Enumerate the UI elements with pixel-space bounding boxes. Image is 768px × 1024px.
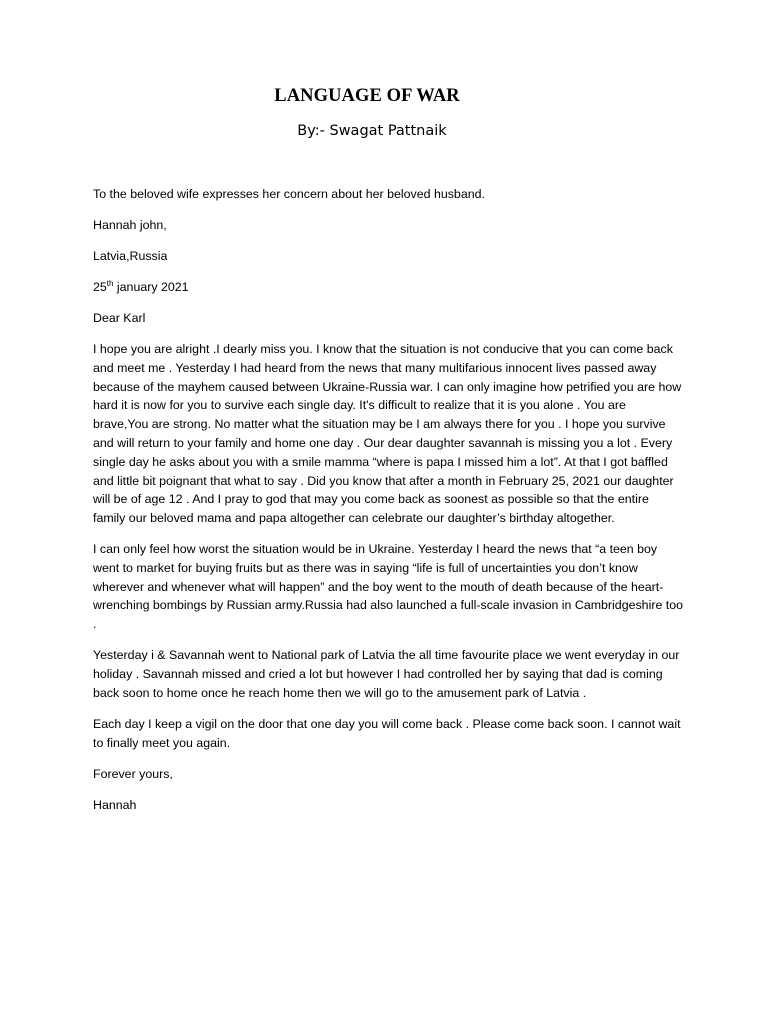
letter-body [93, 185, 683, 827]
date-month-year: january 2021 [113, 279, 189, 294]
letter-date [93, 278, 683, 297]
closing-line: Forever yours, [93, 766, 173, 781]
intro-line: To the beloved wife expresses her concern about her beloved husband. [93, 187, 485, 201]
body-paragraph-4: Each day I keep a vigil on the door that one day you will come back . Please come back soon. I cannot wait to finally meet you again. [93, 716, 681, 750]
date-ordinal-suffix: th [106, 278, 114, 288]
salutation: Dear Karl [93, 310, 146, 325]
author-byline: By:- Swagat Pattnaik [297, 123, 447, 139]
body-paragraph-3: Yesterday i & Savannah went to National park of Latvia the all time favourite place we went everyday in our holiday . Savannah missed and cried a lot but however I had controlled her by saying that dad is coming back soon to home once he reach home then we will go to the amusement park of Latvia . [93, 648, 680, 700]
body-paragraph-2: I can only feel how worst the situation would be in Ukraine. Yesterday I heard the news that “a teen boy went to market for buying fruits but as there was in saying “life is full of uncertainties you don’t know wherever and whenever what will happen” and the boy went to the mouth of death because of the heart-wrenching bombings by Russian army.Russia had also launched a full-scale invasion in Cambridgeshire too . [93, 542, 684, 632]
sender-name: Hannah john, [93, 217, 167, 232]
document-title: LANGUAGE OF WAR [274, 86, 460, 106]
body-paragraph-1: I hope you are alright .I dearly miss you. I know that the situation is not conducive that you can come back and meet me . Yesterday I had heard from the news that many multifarious innocent lives passed away because of the mayhem caused between Ukraine-Russia war. I can only imagine how petrified you are how hard it is now for you to survive each single day. It's difficult to realize that it is you alone . You are brave,You are strong. No matter what the situation may be I am always there for you . I hope you survive and will return to your family and home one day . Our dear daughter savannah is missing you a lot . Every single day he asks about you with a smile mamma “where is papa I missed him a lot”. At that I got baffled and little bit poignant that what to say . Did you know that after a month in February 25, 2021 our daughter will be of age 12 . And I pray to god that may you come back as soonest as possible so that the entire family our beloved mama and papa altogether can celebrate our daughter’s birthday altogether. [93, 341, 682, 526]
sender-location: Latvia,Russia [93, 248, 168, 263]
date-day: 25 [93, 279, 107, 294]
signature: Hannah [93, 797, 137, 812]
